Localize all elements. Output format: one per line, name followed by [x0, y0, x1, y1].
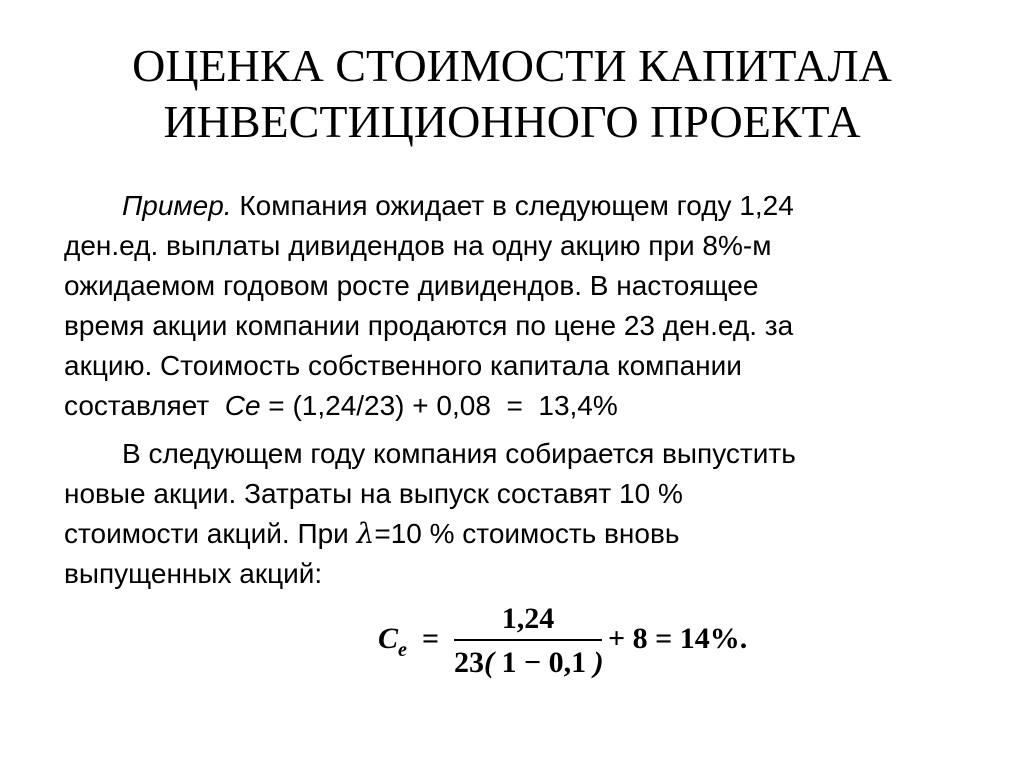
formula-c-symbol: C	[378, 622, 399, 655]
paragraph2-line-3-prefix: стоимости акций. При	[64, 518, 357, 549]
paragraph1-line-4: время акции компании продаются по цене 23 ден.ед. за	[64, 310, 794, 341]
paragraph1-line-3: ожидаемом годовом росте дивидендов. В настоящее	[64, 270, 759, 301]
paragraph1-line-6-prefix: составляет	[64, 390, 225, 421]
paragraph2-line-1: В следующем году компания собирается выпустить	[122, 438, 796, 469]
paragraph1-line-2: ден.ед. выплаты дивидендов на одну акцию при 8%-м	[64, 230, 772, 261]
paragraph1-line-1	[64, 186, 964, 226]
title-line-2: ИНВЕСТИЦИОННОГО ПРОЕКТА	[163, 96, 861, 147]
denominator-close-paren: )	[593, 646, 604, 679]
formula-lhs	[378, 622, 407, 661]
ce-symbol: Ce	[224, 390, 261, 421]
paragraph2-line-2: новые акции. Затраты на выпуск составят 10 %	[64, 478, 683, 509]
slide-body	[64, 186, 964, 594]
formula-equals: =	[422, 622, 440, 655]
paragraph-new-shares	[64, 434, 964, 594]
denominator-open-paren: (	[484, 646, 494, 679]
title-line-1: ОЦЕНКА СТОИМОСТИ КАПИТАЛА	[132, 40, 892, 91]
paragraph1-line-5: акцию. Стоимость собственного капитала компании	[64, 350, 742, 381]
paragraph2-line-4: выпущенных акций:	[64, 558, 323, 589]
fraction-bar	[454, 639, 602, 641]
inline-formula: = (1,24/23) + 0,08 = 13,4%	[260, 390, 618, 421]
paragraph1-line-6	[64, 386, 964, 426]
formula-numerator: 1,24	[501, 602, 555, 635]
formula-subscript: e	[398, 639, 407, 661]
slide-title	[0, 38, 1024, 150]
formula-fraction	[454, 600, 602, 682]
paragraph2-line-3	[64, 514, 964, 554]
denominator-prefix: 23	[454, 646, 484, 679]
paragraph1-line-1-text: Компания ожидает в следующем году 1,24	[231, 190, 794, 221]
paragraph-example	[64, 186, 964, 426]
formula-denominator	[454, 644, 602, 682]
example-label: Пример.	[122, 190, 232, 221]
lambda-symbol: λ	[356, 517, 375, 550]
denominator-inner: 1 − 0,1	[494, 646, 594, 679]
formula-rest: + 8 = 14%.	[608, 622, 748, 655]
paragraph2-line-3-suffix: =10 % стоимость вновь	[374, 518, 680, 549]
